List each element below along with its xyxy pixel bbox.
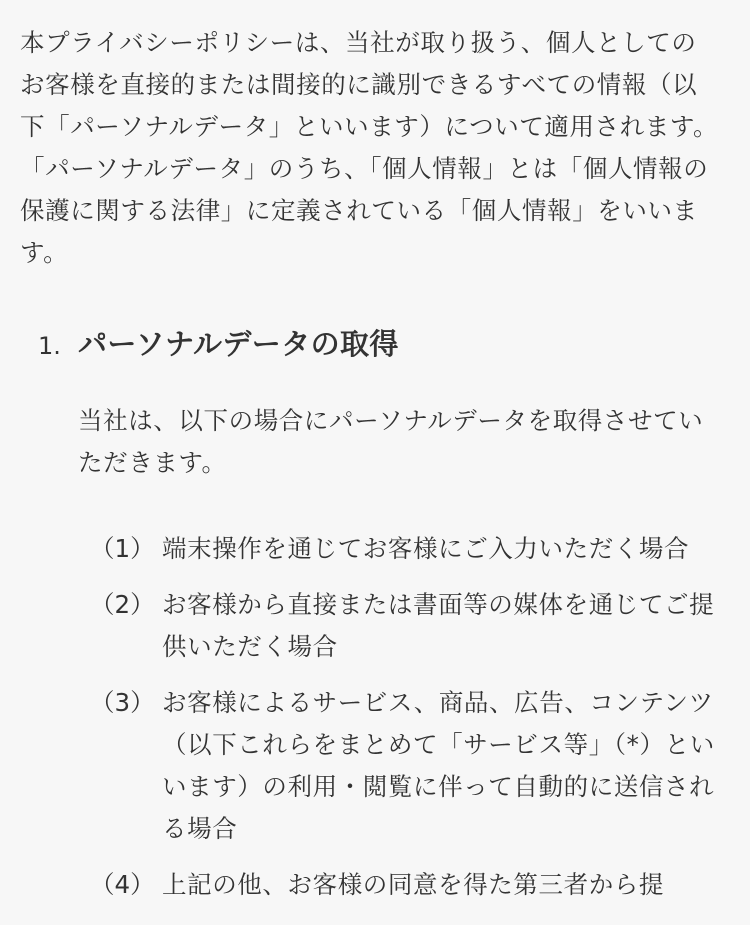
list-item-number: （1） [90,534,155,563]
list-item-number: （4） [90,870,155,899]
intro-paragraph: 本プライバシーポリシーは、当社が取り扱う、個人としてのお客様を直接的または間接的に識別できるすべての情報（以下「パーソナルデータ」といいます）について適用されます。「パーソナルデータ」のうち、「個人情報」とは「個人情報の保護に関する法律」に定義されている「個人情報」をいいます。 [20,28,719,267]
list-item-number: （3） [90,688,155,717]
list-item-text: お客様によるサービス、商品、広告、コンテンツ（以下これらをまとめて「サービス等」（*）といいます）の利用・閲覧に伴って自動的に送信される場合 [162,688,715,843]
list-item-text: お客様から直接または書面等の媒体を通じてご提供いただく場合 [162,590,715,661]
list-item [90,584,730,668]
list-item [90,528,730,570]
list-item [90,682,730,850]
section-body: 当社は、以下の場合にパーソナルデータを取得させていただきます。 [78,406,704,477]
section-heading [38,322,728,363]
list-item-text: 上記の他、お客様の同意を得た第三者から提 [162,870,664,899]
section-title: パーソナルデータの取得 [78,327,399,361]
case-list [90,528,730,920]
list-item [90,864,730,906]
list-item-number: （2） [90,590,155,619]
list-item-text: 端末操作を通じてお客様にご入力いただく場合 [162,534,690,563]
section-number: 1. [38,332,61,360]
